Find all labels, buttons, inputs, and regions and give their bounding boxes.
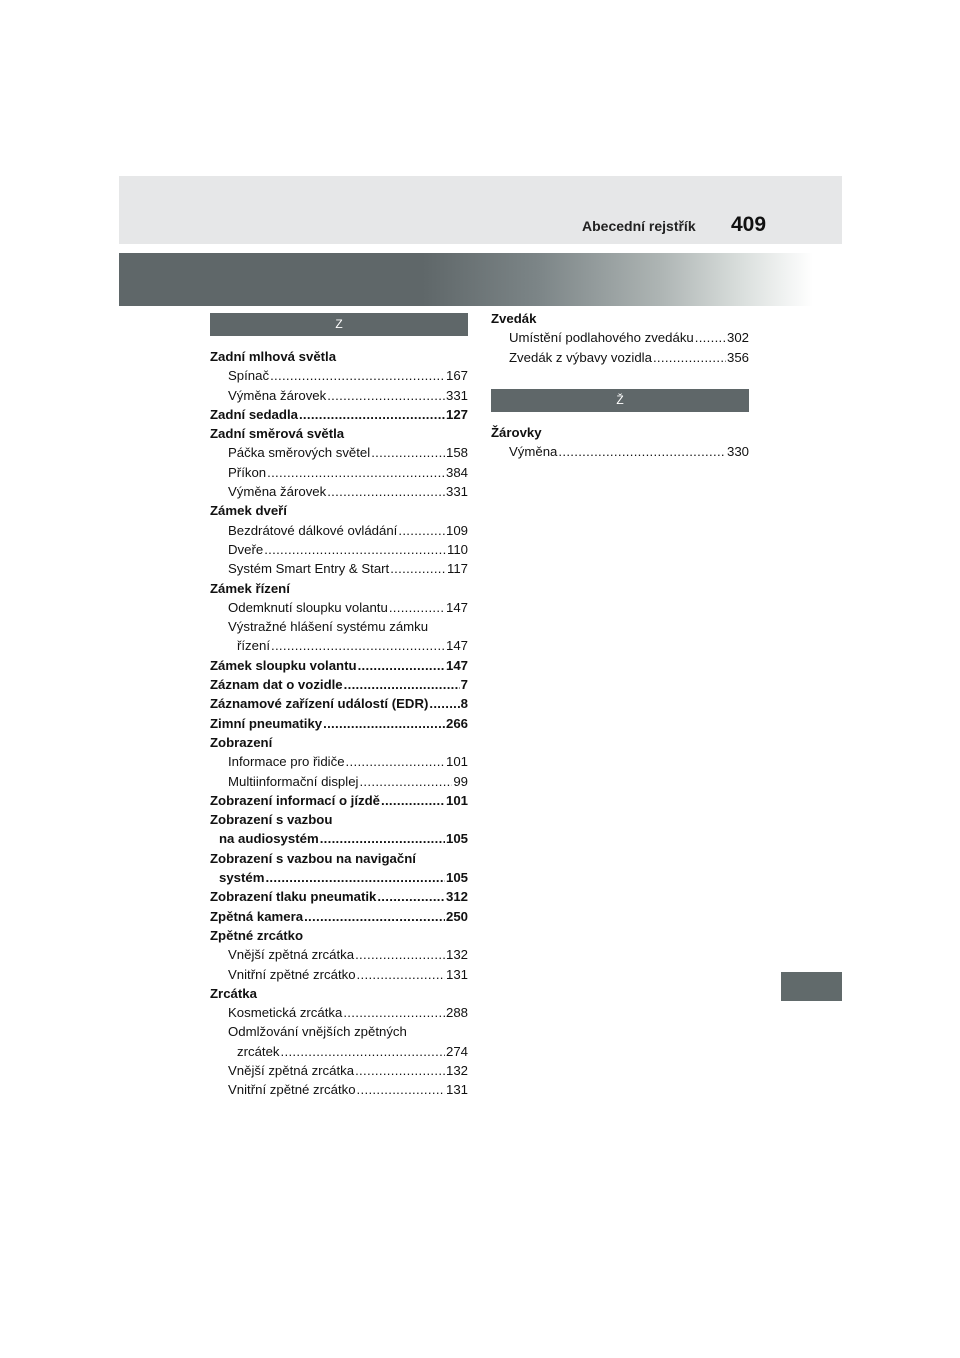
index-entry-term: Vnitřní zpětné zrcátko xyxy=(228,1082,356,1098)
index-entry-term: Zobrazení s vazbou xyxy=(210,812,333,828)
index-entry-page: 101 xyxy=(445,754,468,770)
index-entry-page: 331 xyxy=(445,387,468,403)
index-entry-term: zrcátek xyxy=(237,1043,280,1059)
index-entry xyxy=(210,482,468,501)
dot-leader xyxy=(377,887,445,906)
index-entry-term: Záznamové zařízení událostí (EDR) xyxy=(210,696,429,712)
index-entry-term: Příkon xyxy=(228,464,267,480)
index-entry-term: na audiosystém xyxy=(219,831,319,847)
index-entry-term: Výstražné hlášení systému zámku xyxy=(228,619,429,635)
section-letter-header: Ž xyxy=(491,389,749,412)
index-entry-term: Výměna žárovek xyxy=(228,387,327,403)
index-entry-term: Zámek dveří xyxy=(210,503,287,519)
index-entry-term: Záznam dat o vozidle xyxy=(210,677,343,693)
index-entry xyxy=(210,443,468,462)
dot-leader xyxy=(264,540,446,559)
dot-leader xyxy=(371,443,445,462)
index-entry xyxy=(210,386,468,405)
index-entry xyxy=(210,965,468,984)
index-entry-term: Zrcátka xyxy=(210,985,257,1001)
index-entry-term: Odmlžování vnějších zpětných xyxy=(228,1024,407,1040)
dot-leader xyxy=(390,559,446,578)
dot-leader xyxy=(389,598,445,617)
index-entry xyxy=(210,636,468,655)
index-entry-page: 101 xyxy=(445,792,468,808)
index-entry-page: 331 xyxy=(445,484,468,500)
index-entry-page: 131 xyxy=(445,966,468,982)
dot-leader xyxy=(381,791,445,810)
index-entry xyxy=(210,984,468,1003)
index-entry-term: Zobrazení xyxy=(210,734,273,750)
index-entry-term: Kosmetická zrcátka xyxy=(228,1005,343,1021)
index-entry xyxy=(210,752,468,771)
dot-leader xyxy=(271,636,445,655)
index-entry xyxy=(210,810,468,829)
dot-leader xyxy=(355,945,445,964)
index-entry xyxy=(210,694,468,713)
index-entry xyxy=(210,945,468,964)
index-entry xyxy=(491,442,749,461)
index-entry-term: Informace pro řidiče xyxy=(228,754,345,770)
index-entry xyxy=(210,714,468,733)
index-entry-term: Odemknutí sloupku volantu xyxy=(228,599,388,615)
index-entry-term: Zpětné zrcátko xyxy=(210,927,304,943)
index-entry-term: Zimní pneumatiky xyxy=(210,715,323,731)
index-entry-term: Zpětná kamera xyxy=(210,908,304,924)
index-entry-page: 8 xyxy=(460,696,468,712)
index-entry xyxy=(210,521,468,540)
index-entry xyxy=(210,887,468,906)
dot-leader xyxy=(327,386,445,405)
dot-leader xyxy=(355,1061,445,1080)
index-entry-term: Multiinformační displej xyxy=(228,773,359,789)
index-entry-term: Zobrazení tlaku pneumatik xyxy=(210,889,377,905)
index-thumb-tab xyxy=(781,972,842,1001)
index-entry-term: Systém Smart Entry & Start xyxy=(228,561,390,577)
index-entry xyxy=(210,1080,468,1099)
dot-leader xyxy=(327,482,445,501)
index-entry-term: Zvedák xyxy=(491,311,537,326)
dot-leader xyxy=(320,829,445,848)
index-entry-term: Bezdrátové dálkové ovládání xyxy=(228,522,398,538)
index-entry xyxy=(491,423,749,442)
index-entry xyxy=(210,849,468,868)
index-entry xyxy=(210,656,468,675)
index-entry-term: Vnější zpětná zrcátka xyxy=(228,1062,355,1078)
dot-leader xyxy=(270,366,445,385)
index-column-left xyxy=(210,313,468,1100)
index-entry-page: 127 xyxy=(445,406,468,422)
index-entry xyxy=(210,1022,468,1041)
index-entry-term: Spínač xyxy=(228,368,270,384)
dot-leader xyxy=(429,694,459,713)
index-entry xyxy=(210,424,468,443)
index-entry xyxy=(210,366,468,385)
index-entry xyxy=(210,1042,468,1061)
index-entry-term: Vnitřní zpětné zrcátko xyxy=(228,966,356,982)
index-entry xyxy=(210,791,468,810)
index-entry-page: 274 xyxy=(445,1043,468,1059)
spacer xyxy=(491,367,749,389)
index-entry-page: 147 xyxy=(445,657,468,673)
index-entry-term: Výměna žárovek xyxy=(228,484,327,500)
dot-leader xyxy=(398,521,445,540)
index-entry-page: 384 xyxy=(445,464,468,480)
section-letter-header: Z xyxy=(210,313,468,336)
dot-leader xyxy=(299,405,445,424)
index-entry-page: 312 xyxy=(445,889,468,905)
index-entry-page: 266 xyxy=(445,715,468,731)
index-entry-page: 131 xyxy=(445,1082,468,1098)
index-entry-term: Zadní mlhová světla xyxy=(210,349,337,364)
index-entry-page: 330 xyxy=(726,444,749,460)
index-entry xyxy=(210,559,468,578)
index-entry xyxy=(210,907,468,926)
index-entry xyxy=(210,1003,468,1022)
index-entry-page: 105 xyxy=(445,831,468,847)
index-entry xyxy=(210,926,468,945)
dot-leader xyxy=(653,348,726,367)
index-entry xyxy=(210,829,468,848)
index-entry-term: Zadní sedadla xyxy=(210,406,298,422)
index-entry-list xyxy=(210,347,468,1100)
index-entry-page: 132 xyxy=(445,947,468,963)
section-title: Abecední rejstřík xyxy=(582,218,696,234)
dot-leader xyxy=(695,328,726,347)
dot-leader xyxy=(343,1003,445,1022)
dot-leader xyxy=(359,772,452,791)
index-entry-page: 99 xyxy=(453,773,468,789)
index-entry-page: 109 xyxy=(445,522,468,538)
index-entry-term: systém xyxy=(219,870,265,886)
index-entry-page: 110 xyxy=(446,541,468,557)
index-entry-term: Umístění podlahového zvedáku xyxy=(509,330,694,346)
dot-leader xyxy=(267,463,445,482)
dot-leader xyxy=(304,907,445,926)
index-entry-page: 250 xyxy=(445,908,468,924)
index-entry-term: Zámek řízení xyxy=(210,580,290,596)
index-entry-page: 158 xyxy=(445,445,468,461)
index-entry xyxy=(491,348,749,367)
index-entry xyxy=(491,309,749,328)
index-entry xyxy=(210,868,468,887)
index-entry xyxy=(210,675,468,694)
dot-leader xyxy=(281,1042,445,1061)
index-entry-term: Zámek sloupku volantu xyxy=(210,657,357,673)
index-entry xyxy=(491,328,749,347)
index-entry-page: 288 xyxy=(445,1005,468,1021)
dot-leader xyxy=(323,714,445,733)
index-entry-term: Páčka směrových světel xyxy=(228,445,371,461)
index-entry xyxy=(210,1061,468,1080)
dot-leader xyxy=(346,752,445,771)
index-entry-page: 105 xyxy=(445,870,468,886)
index-entry-term: Výměna xyxy=(509,444,558,460)
index-column-right xyxy=(491,309,749,461)
index-entry-page: 147 xyxy=(445,599,468,615)
index-entry xyxy=(210,540,468,559)
index-entry-term: Zobrazení s vazbou na navigační xyxy=(210,850,416,866)
dot-leader xyxy=(344,675,460,694)
dot-leader xyxy=(357,965,445,984)
index-entry-list xyxy=(491,309,749,367)
index-entry-page: 117 xyxy=(446,561,468,577)
index-entry-list xyxy=(491,423,749,462)
index-entry xyxy=(210,463,468,482)
dot-leader xyxy=(358,656,445,675)
index-entry xyxy=(210,733,468,752)
index-entry xyxy=(210,617,468,636)
index-entry xyxy=(210,598,468,617)
index-entry-term: Vnější zpětná zrcátka xyxy=(228,947,355,963)
index-entry-page: 356 xyxy=(726,349,749,365)
index-entry xyxy=(210,347,468,366)
index-entry-page: 302 xyxy=(726,330,749,346)
index-entry-term: Zadní směrová světla xyxy=(210,426,345,442)
index-entry-page: 7 xyxy=(460,677,468,693)
index-entry-page: 167 xyxy=(445,368,468,384)
index-entry-term: Zvedák z výbavy vozidla xyxy=(509,349,652,365)
dot-leader xyxy=(357,1080,445,1099)
index-entry xyxy=(210,579,468,598)
index-entry-term: Žárovky xyxy=(491,424,542,440)
page-number: 409 xyxy=(731,213,767,236)
dot-leader xyxy=(265,868,445,887)
index-entry-term: řízení xyxy=(237,638,270,654)
index-entry-term: Dveře xyxy=(228,541,264,557)
index-entry xyxy=(210,405,468,424)
dot-leader xyxy=(558,442,726,461)
index-entry-term: Zobrazení informací o jízdě xyxy=(210,792,380,808)
index-entry-page: 132 xyxy=(445,1062,468,1078)
index-entry-page: 147 xyxy=(445,638,468,654)
decorative-band xyxy=(119,253,842,306)
index-entry xyxy=(210,501,468,520)
index-entry xyxy=(210,772,468,791)
